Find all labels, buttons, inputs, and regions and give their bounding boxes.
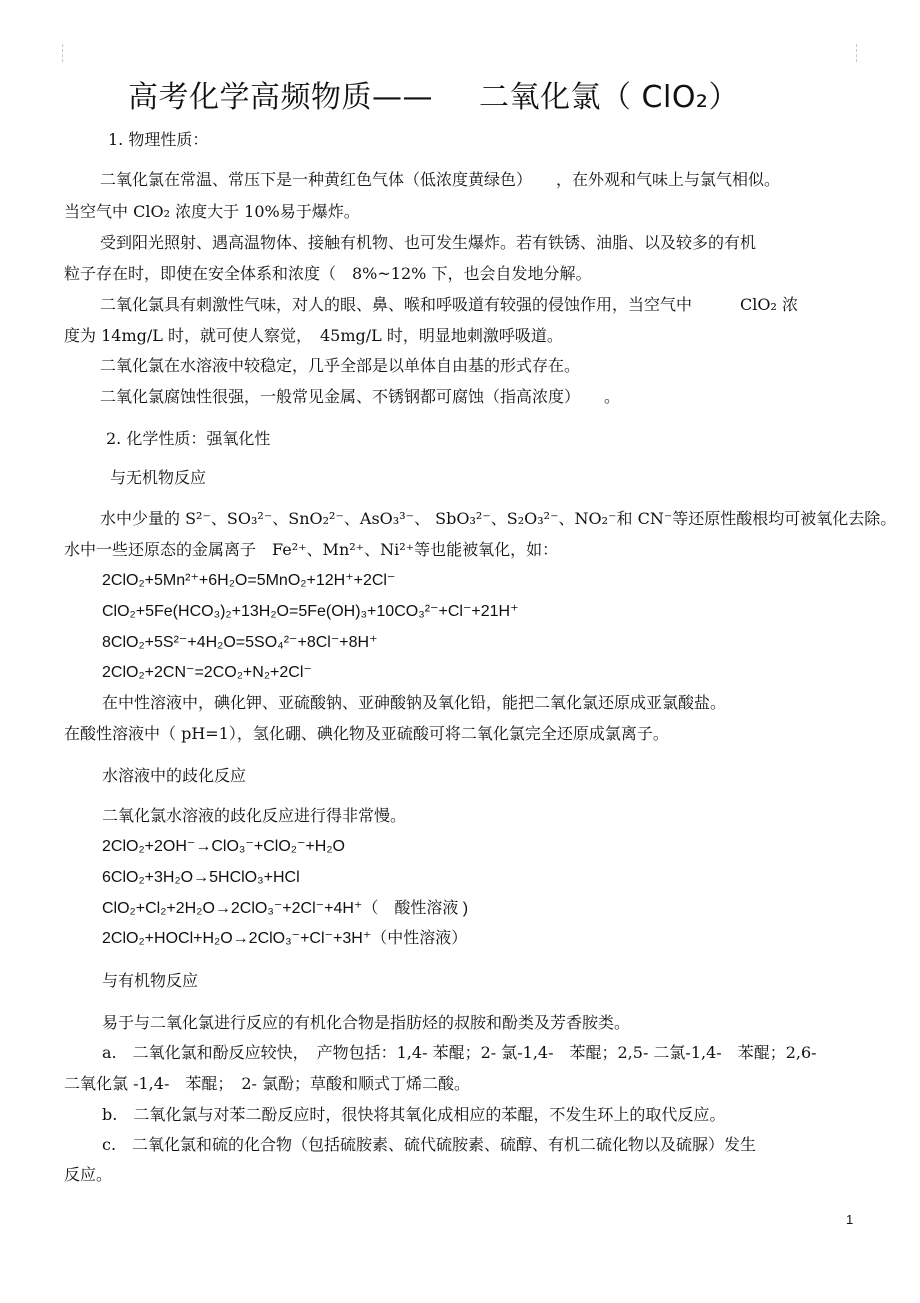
paragraph-line: 度为 14mg/L 时，就可使人察觉， 45mg/L 时，明显地刺激呼吸道。 — [64, 326, 563, 345]
list-item-c-continued: 反应。 — [64, 1165, 113, 1184]
equation-line: 2ClO₂+2OH⁻→ClO₃⁻+ClO₂⁻+H₂O — [102, 838, 345, 855]
subheading-organic: 与有机物反应 — [102, 971, 199, 990]
subheading-disproportion: 水溶液中的歧化反应 — [102, 766, 247, 785]
title-part-1: 高考化学高频物质—— — [128, 80, 433, 115]
page-number: 1 — [846, 1212, 854, 1227]
subheading-inorganic: 与无机物反应 — [110, 468, 207, 487]
margin-mark-left — [62, 44, 64, 62]
equation-line: 6ClO₂+3H₂O→5HClO₃+HCl — [102, 869, 300, 886]
paragraph-line: 二氧化氯腐蚀性很强，一般常见金属、不锈钢都可腐蚀（指高浓度） 。 — [100, 387, 621, 406]
paragraph-line: 二氧化氯在常温、常压下是一种黄红色气体（低浓度黄绿色） ，在外观和气味上与氯气相似。 — [100, 170, 781, 189]
paragraph-line: 粒子存在时，即使在安全体系和浓度（ 8%~12% 下，也会自发地分解。 — [64, 264, 592, 283]
paragraph-line: 水中少量的 S²⁻、SO₃²⁻、SnO₂²⁻、AsO₃³⁻、 SbO₃²⁻、S₂O₃²⁻、NO₂⁻和 CN⁻等还原性酸根均可被氧化去除。 — [100, 509, 897, 528]
list-item-b: b. 二氧化氯与对苯二酚反应时，很快将其氧化成相应的苯醌，不发生环上的取代反应。 — [102, 1105, 726, 1124]
paragraph-line: 二氧化氯在水溶液中较稳定，几乎全部是以单体自由基的形式存在。 — [100, 356, 581, 375]
title-part-2: 二氧化氯（ ClO₂） — [479, 80, 739, 115]
paragraph-line: 水中一些还原态的金属离子 Fe²⁺、Mn²⁺、Ni²⁺等也能被氧化，如： — [64, 540, 559, 559]
equation-line: 2ClO₂+5Mn²⁺+6H₂O=5MnO₂+12H⁺+2Cl⁻ — [102, 572, 396, 589]
page-title — [128, 72, 828, 116]
list-item-a: a. 二氧化氯和酚反应较快， 产物包括：1,4- 苯醌；2- 氯-1,4- 苯醌；2,5- 二氯-1,4- 苯醌；2,6- — [102, 1043, 817, 1062]
paragraph-line: 在中性溶液中，碘化钾、亚硫酸钠、亚砷酸钠及氧化铅，能把二氧化氯还原成亚氯酸盐。 — [102, 693, 727, 712]
paragraph-line: 二氧化氯具有刺激性气味，对人的眼、鼻、喉和呼吸道有较强的侵蚀作用，当空气中 ClO₂ 浓 — [100, 295, 798, 314]
list-item-c: c. 二氧化氯和硫的化合物（包括硫胺素、硫代硫胺素、硫醇、有机二硫化物以及硫脲）发生 — [102, 1135, 757, 1154]
section-heading-physical: 1. 物理性质： — [108, 130, 209, 149]
paragraph-line: 受到阳光照射、遇高温物体、接触有机物、也可发生爆炸。若有铁锈、油脂、以及较多的有机 — [100, 233, 757, 252]
paragraph-line: 易于与二氧化氯进行反应的有机化合物是指肪烃的叔胺和酚类及芳香胺类。 — [102, 1013, 631, 1032]
equation-line: 2ClO₂+2CN⁻=2CO₂+N₂+2Cl⁻ — [102, 664, 312, 681]
paragraph-line: 二氧化氯水溶液的歧化反应进行得非常慢。 — [102, 806, 407, 825]
margin-mark-right — [856, 44, 858, 62]
equation-line: ClO₂+Cl₂+2H₂O→2ClO₃⁻+2Cl⁻+4H⁺（ 酸性溶液 ) — [102, 900, 469, 917]
equation-line: 8ClO₂+5S²⁻+4H₂O=5SO₄²⁻+8Cl⁻+8H⁺ — [102, 634, 378, 651]
paragraph-line: 在酸性溶液中（ pH=1），氢化硼、碘化物及亚硫酸可将二氧化氯完全还原成氯离子。 — [64, 724, 669, 743]
section-heading-chemical: 2. 化学性质：强氧化性 — [106, 429, 271, 448]
equation-line: 2ClO₂+HOCl+H₂O→2ClO₃⁻+Cl⁻+3H⁺（中性溶液） — [102, 930, 468, 947]
list-item-a-continued: 二氧化氯 -1,4- 苯醌； 2- 氯酚；草酸和顺式丁烯二酸。 — [64, 1074, 471, 1093]
paragraph-line: 当空气中 ClO₂ 浓度大于 10%易于爆炸。 — [64, 202, 360, 221]
equation-line: ClO₂+5Fe(HCO₃)₂+13H₂O=5Fe(OH)₃+10CO₃²⁻+Cl⁻+21H⁺ — [102, 603, 519, 620]
